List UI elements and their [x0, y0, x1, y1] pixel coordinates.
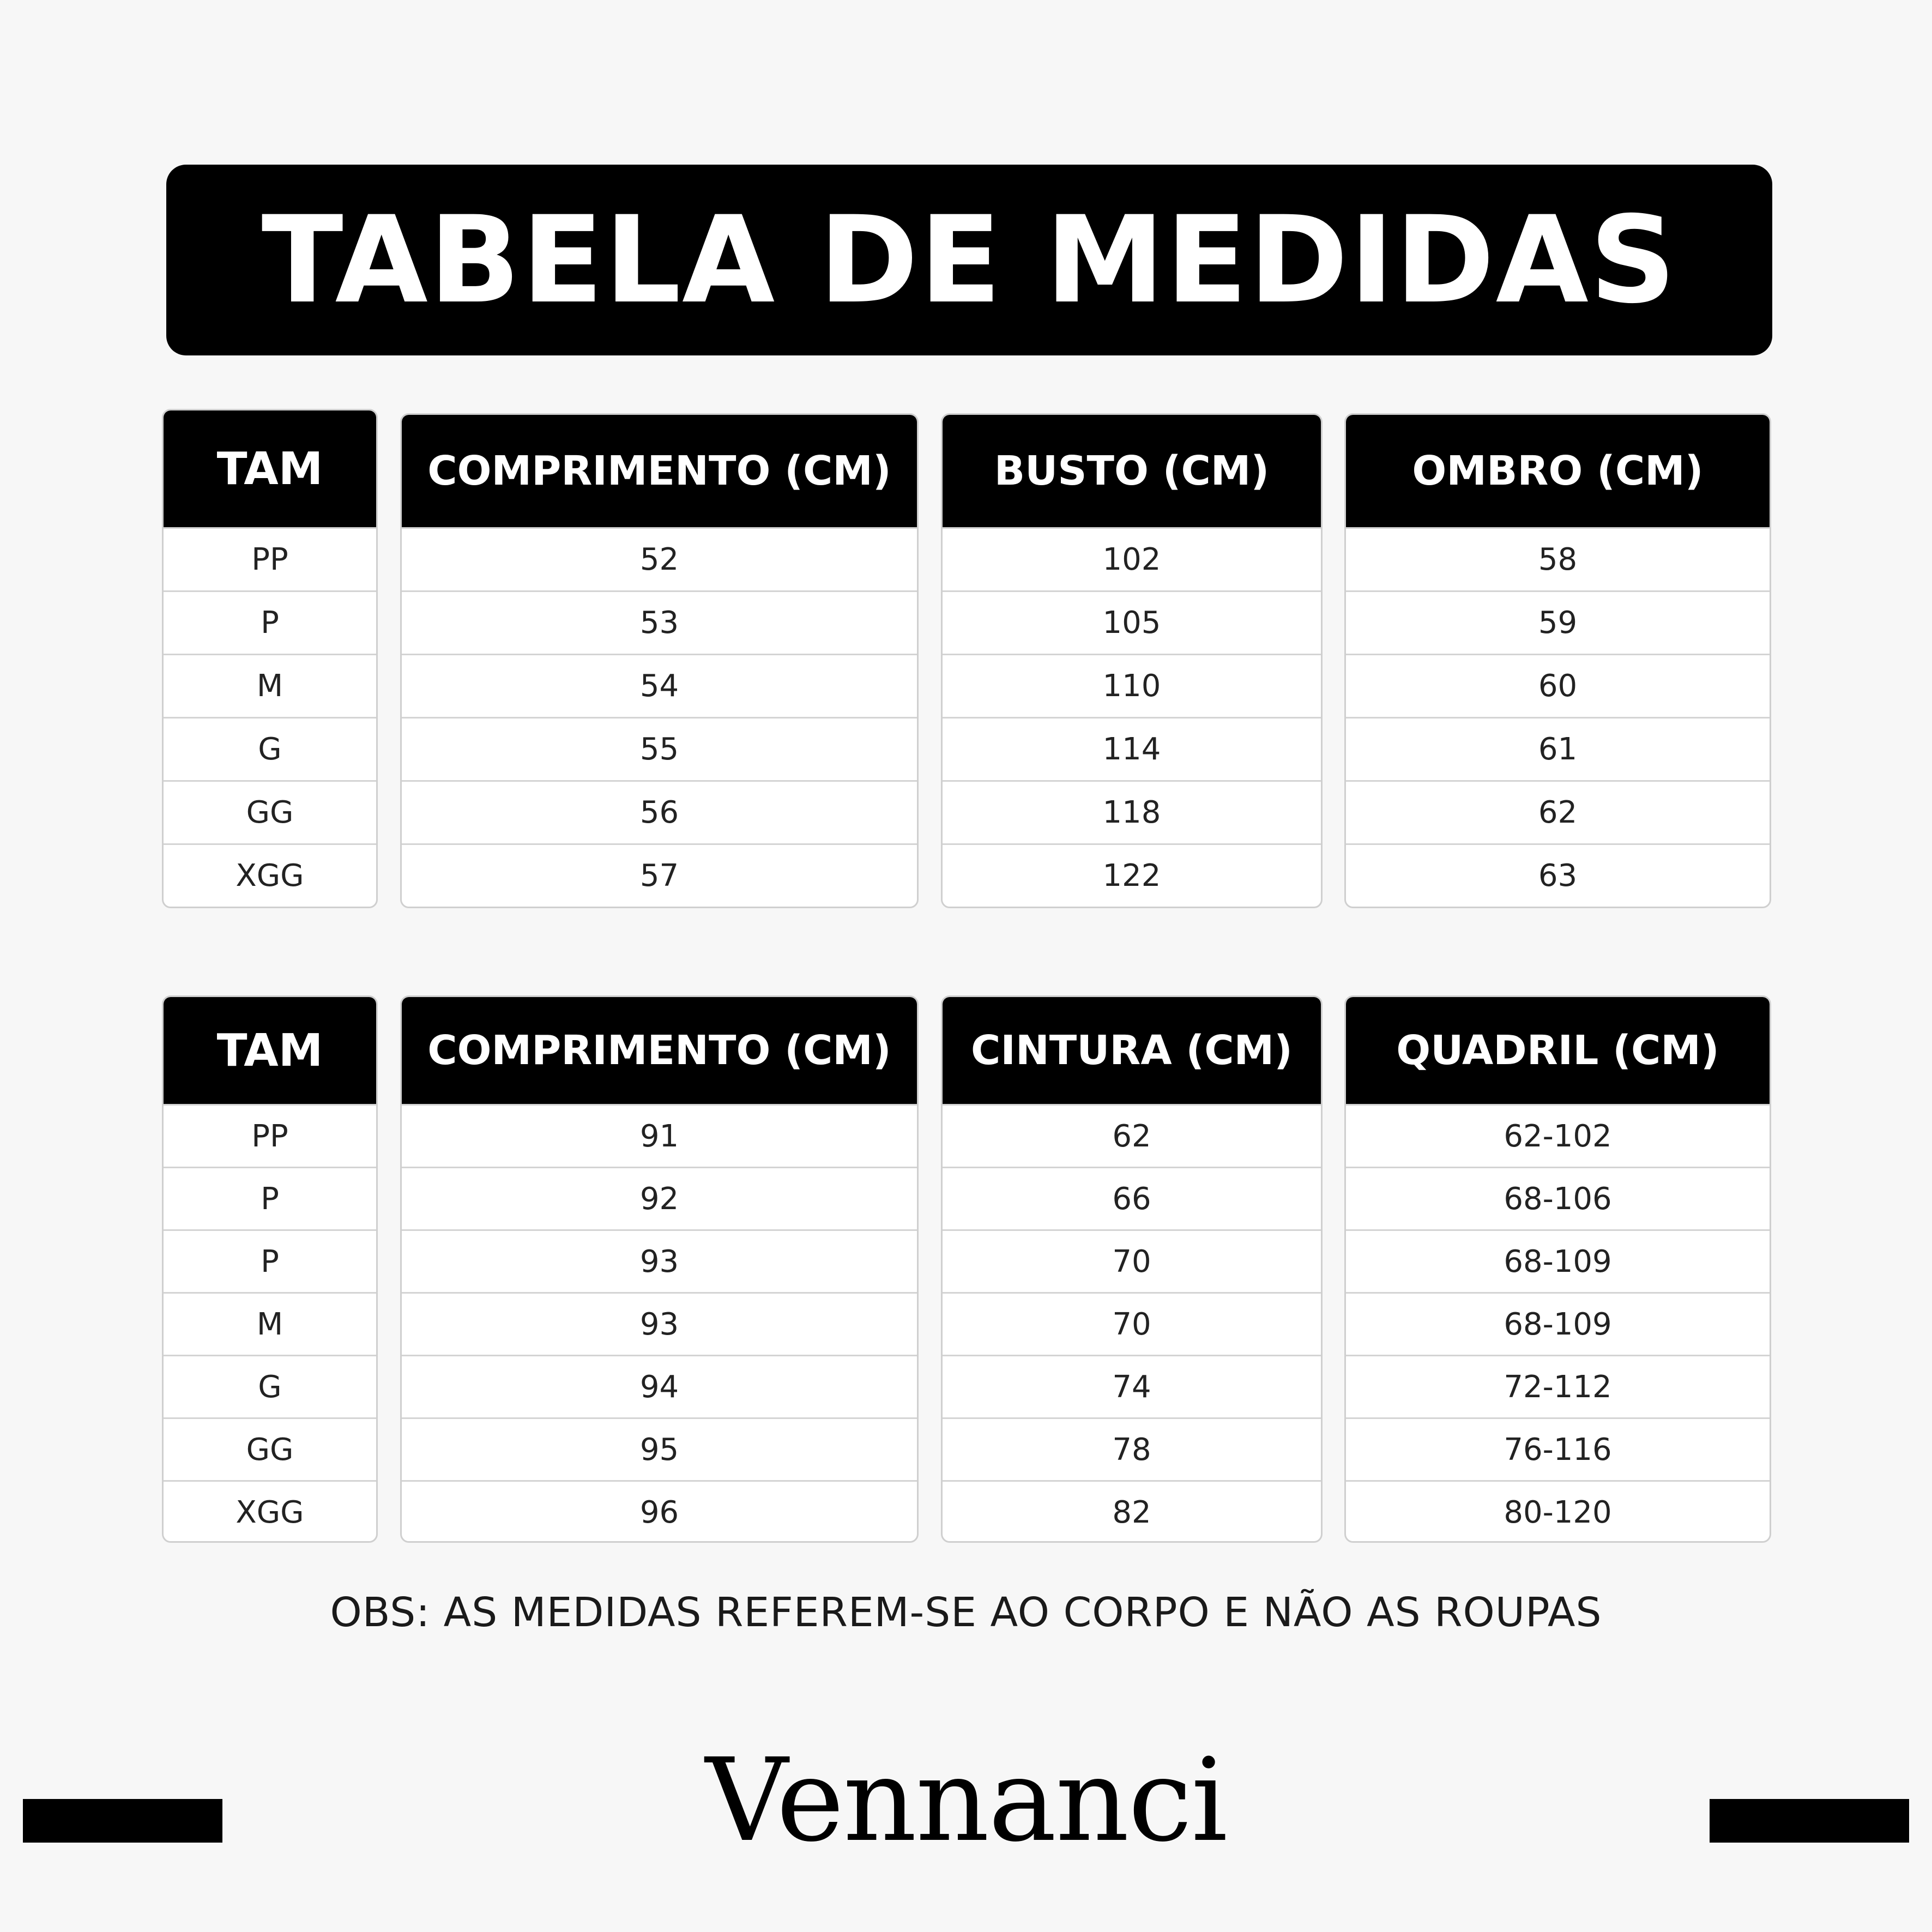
table-cell: 62 — [943, 1104, 1321, 1167]
table-cell: 66 — [943, 1167, 1321, 1229]
table-cell: 110 — [943, 654, 1321, 717]
table-cell: XGG — [164, 1480, 376, 1543]
table1-col-tam — [162, 409, 378, 908]
table-cell: G — [164, 717, 376, 780]
table2-col-tam — [162, 995, 378, 1543]
table-cell: 60 — [1346, 654, 1770, 717]
table-cell: PP — [164, 1104, 376, 1167]
table1-col-ombro — [1344, 413, 1771, 908]
table-cell: 62-102 — [1346, 1104, 1770, 1167]
page-title: TABELA DE MEDIDAS — [261, 190, 1677, 330]
table2-header-comprimento: COMPRIMENTO (CM) — [402, 997, 917, 1104]
table-cell: 72-112 — [1346, 1355, 1770, 1417]
table-cell: 118 — [943, 780, 1321, 843]
table-cell: G — [164, 1355, 376, 1417]
table2-col-quadril — [1344, 995, 1771, 1543]
table-cell: 94 — [402, 1355, 917, 1417]
table-cell: 53 — [402, 590, 917, 654]
table-cell: GG — [164, 1417, 376, 1480]
table-cell: 57 — [402, 843, 917, 907]
table2-col-cintura — [941, 995, 1323, 1543]
table-cell: 93 — [402, 1292, 917, 1355]
table-cell: 105 — [943, 590, 1321, 654]
table-cell: 70 — [943, 1229, 1321, 1292]
table-cell: 70 — [943, 1292, 1321, 1355]
table-cell: 56 — [402, 780, 917, 843]
table-cell: 91 — [402, 1104, 917, 1167]
table-cell: 122 — [943, 843, 1321, 907]
brand-logo: Vennanci — [705, 1734, 1227, 1867]
table-cell: 114 — [943, 717, 1321, 780]
table-cell: 92 — [402, 1167, 917, 1229]
table-cell: 68-109 — [1346, 1229, 1770, 1292]
table-cell: 54 — [402, 654, 917, 717]
right-decorative-bar — [1710, 1799, 1909, 1843]
table-cell: 95 — [402, 1417, 917, 1480]
table-cell: 59 — [1346, 590, 1770, 654]
table-cell: M — [164, 1292, 376, 1355]
measurement-note: OBS: AS MEDIDAS REFEREM-SE AO CORPO E NÃO AS ROUPAS — [330, 1589, 1602, 1636]
table-cell: 52 — [402, 527, 917, 590]
table1-col-busto — [941, 413, 1323, 908]
table1-header-ombro: OMBRO (CM) — [1346, 415, 1770, 527]
table-cell: 78 — [943, 1417, 1321, 1480]
table2-header-quadril: QUADRIL (CM) — [1346, 997, 1770, 1104]
table-cell: 61 — [1346, 717, 1770, 780]
table-cell: 55 — [402, 717, 917, 780]
table-cell: 80-120 — [1346, 1480, 1770, 1543]
table-cell: 76-116 — [1346, 1417, 1770, 1480]
table2-header-tam: TAM — [164, 997, 376, 1104]
table1-header-tam: TAM — [164, 410, 376, 527]
table-cell: M — [164, 654, 376, 717]
table1-col-comprimento — [400, 413, 919, 908]
table2-col-comprimento — [400, 995, 919, 1543]
table-cell: 102 — [943, 527, 1321, 590]
table-cell: 93 — [402, 1229, 917, 1292]
table2-header-cintura: CINTURA (CM) — [943, 997, 1321, 1104]
table-cell: 74 — [943, 1355, 1321, 1417]
table-cell: P — [164, 1167, 376, 1229]
table-cell: P — [164, 590, 376, 654]
table-cell: 62 — [1346, 780, 1770, 843]
table-cell: 68-109 — [1346, 1292, 1770, 1355]
table-cell: 63 — [1346, 843, 1770, 907]
table-cell: P — [164, 1229, 376, 1292]
table-cell: 82 — [943, 1480, 1321, 1543]
table-cell: 58 — [1346, 527, 1770, 590]
table-cell: XGG — [164, 843, 376, 907]
table-cell: GG — [164, 780, 376, 843]
table1-header-comprimento: COMPRIMENTO (CM) — [402, 415, 917, 527]
table-cell: PP — [164, 527, 376, 590]
title-banner — [166, 165, 1772, 355]
table-cell: 68-106 — [1346, 1167, 1770, 1229]
table-cell: 96 — [402, 1480, 917, 1543]
table1-header-busto: BUSTO (CM) — [943, 415, 1321, 527]
